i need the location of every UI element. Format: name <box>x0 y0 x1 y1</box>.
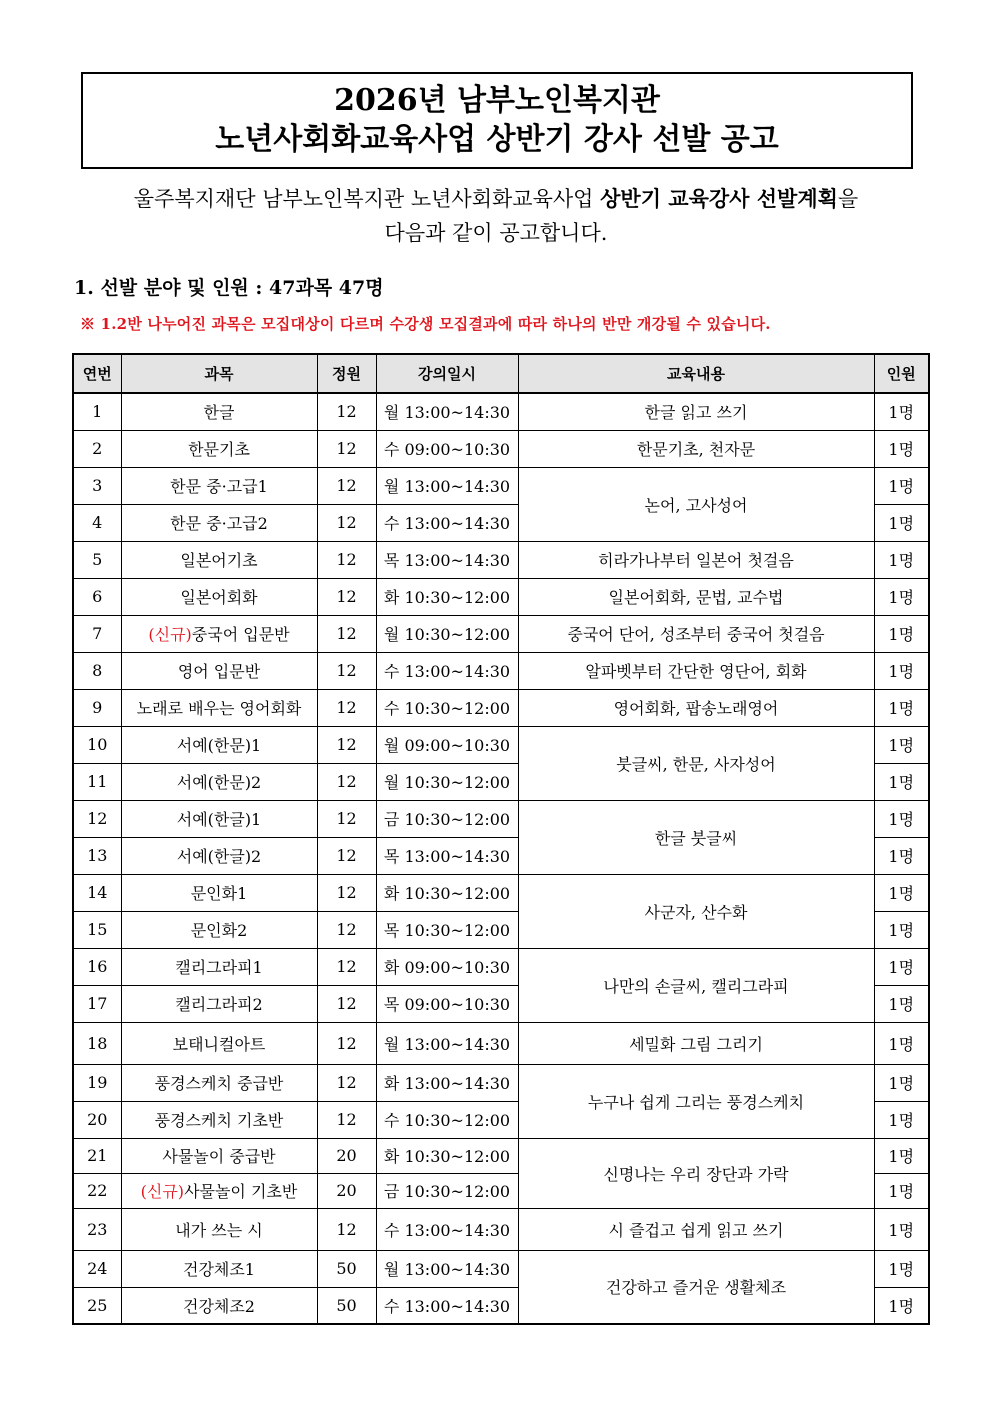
row-time: 목 13:00~14:30 <box>376 837 518 874</box>
table-row <box>73 689 929 726</box>
row-time: 수 10:30~12:00 <box>376 1101 518 1138</box>
row-time: 수 13:00~14:30 <box>376 652 518 689</box>
row-count: 1명 <box>874 948 929 985</box>
row-count: 1명 <box>874 837 929 874</box>
row-subject <box>121 985 317 1022</box>
row-content: 논어, 고사성어 <box>518 467 874 541</box>
row-count: 1명 <box>874 1208 929 1250</box>
table-row <box>73 726 929 763</box>
row-no: 1 <box>73 393 121 430</box>
header-count: 인원 <box>874 354 929 393</box>
row-subject <box>121 652 317 689</box>
row-time: 목 13:00~14:30 <box>376 541 518 578</box>
title-line1: 2026년 남부노인복지관 <box>334 83 660 118</box>
row-no: 20 <box>73 1101 121 1138</box>
row-capacity: 12 <box>317 800 376 837</box>
row-subject <box>121 1287 317 1324</box>
row-content: 한글 읽고 쓰기 <box>518 393 874 430</box>
title-box <box>81 72 913 169</box>
subject-name: 서예(한문)1 <box>176 736 262 755</box>
table-row <box>73 800 929 837</box>
row-time: 수 13:00~14:30 <box>376 1208 518 1250</box>
row-no: 10 <box>73 726 121 763</box>
row-capacity: 12 <box>317 911 376 948</box>
row-no: 23 <box>73 1208 121 1250</box>
row-no: 8 <box>73 652 121 689</box>
row-count: 1명 <box>874 504 929 541</box>
row-subject <box>121 430 317 467</box>
header-no: 연번 <box>73 354 121 393</box>
row-capacity: 12 <box>317 726 376 763</box>
row-time: 목 09:00~10:30 <box>376 985 518 1022</box>
subject-name: 한문기초 <box>188 440 250 459</box>
subject-name: 보태니컬아트 <box>172 1034 266 1054</box>
row-subject <box>121 1208 317 1250</box>
row-subject <box>121 1064 317 1101</box>
subject-name: 사물놀이 기초반 <box>184 1182 298 1201</box>
row-no: 7 <box>73 615 121 652</box>
intro-text <box>60 182 932 250</box>
row-count: 1명 <box>874 689 929 726</box>
table-row <box>73 430 929 467</box>
row-capacity: 12 <box>317 467 376 504</box>
subject-name: 내가 쓰는 시 <box>175 1220 263 1240</box>
row-count: 1명 <box>874 1173 929 1208</box>
row-content: 나만의 손글씨, 캘리그라피 <box>518 948 874 1022</box>
table-row <box>73 615 929 652</box>
table-row <box>73 948 929 985</box>
row-count: 1명 <box>874 763 929 800</box>
row-capacity: 12 <box>317 837 376 874</box>
row-no: 21 <box>73 1138 121 1173</box>
row-count: 1명 <box>874 800 929 837</box>
row-capacity: 50 <box>317 1250 376 1287</box>
row-subject <box>121 1250 317 1287</box>
row-no: 16 <box>73 948 121 985</box>
row-capacity: 12 <box>317 578 376 615</box>
row-subject <box>121 578 317 615</box>
row-content: 건강하고 즐거운 생활체조 <box>518 1250 874 1324</box>
header-content: 교육내용 <box>518 354 874 393</box>
subject-name: 풍경스케치 기초반 <box>154 1111 284 1130</box>
row-content: 알파벳부터 간단한 영단어, 회화 <box>518 652 874 689</box>
row-subject <box>121 1138 317 1173</box>
section-heading: 1. 선발 분야 및 인원 : 47과목 47명 <box>74 277 384 299</box>
row-count: 1명 <box>874 1138 929 1173</box>
header-capacity: 정원 <box>317 354 376 393</box>
row-subject <box>121 1101 317 1138</box>
row-time: 화 09:00~10:30 <box>376 948 518 985</box>
row-capacity: 12 <box>317 689 376 726</box>
subject-name: 캘리그라피1 <box>175 958 263 977</box>
notice-text: ※ 1.2반 나누어진 과목은 모집대상이 다르며 수강생 모집결과에 따라 하나의 반만 개강될 수 있습니다. <box>80 315 771 333</box>
header-subject: 과목 <box>121 354 317 393</box>
subject-name: 건강체조1 <box>182 1260 255 1279</box>
row-capacity: 12 <box>317 504 376 541</box>
row-time: 수 09:00~10:30 <box>376 430 518 467</box>
row-capacity: 12 <box>317 541 376 578</box>
row-time: 월 13:00~14:30 <box>376 467 518 504</box>
table-header-row <box>73 354 929 393</box>
row-content: 영어회화, 팝송노래영어 <box>518 689 874 726</box>
row-no: 2 <box>73 430 121 467</box>
table-row <box>73 393 929 430</box>
row-capacity: 12 <box>317 652 376 689</box>
row-no: 18 <box>73 1022 121 1064</box>
row-time: 월 13:00~14:30 <box>376 393 518 430</box>
table-row <box>73 467 929 504</box>
subject-name: 영어 입문반 <box>177 662 261 681</box>
row-count: 1명 <box>874 1064 929 1101</box>
intro-part2: 을 <box>837 187 859 211</box>
row-capacity: 12 <box>317 393 376 430</box>
row-subject <box>121 763 317 800</box>
row-no: 19 <box>73 1064 121 1101</box>
lecturer-table <box>72 353 930 1325</box>
row-capacity: 20 <box>317 1138 376 1173</box>
row-count: 1명 <box>874 726 929 763</box>
row-time: 월 13:00~14:30 <box>376 1250 518 1287</box>
row-count: 1명 <box>874 874 929 911</box>
row-capacity: 12 <box>317 948 376 985</box>
subject-name: 사물놀이 중급반 <box>162 1147 276 1166</box>
row-no: 3 <box>73 467 121 504</box>
subject-name: 문인화2 <box>190 921 248 940</box>
row-no: 12 <box>73 800 121 837</box>
subject-name: 일본어기초 <box>180 551 258 570</box>
table-row <box>73 874 929 911</box>
row-no: 25 <box>73 1287 121 1324</box>
subject-name: 서예(한문)2 <box>176 773 262 792</box>
row-no: 11 <box>73 763 121 800</box>
subject-name: 노래로 배우는 영어회화 <box>136 699 302 718</box>
intro-part1: 울주복지재단 남부노인복지관 노년사회화교육사업 <box>133 187 601 211</box>
row-content: 세밀화 그림 그리기 <box>518 1022 874 1064</box>
row-time: 화 10:30~12:00 <box>376 1138 518 1173</box>
row-subject <box>121 948 317 985</box>
row-count: 1명 <box>874 985 929 1022</box>
subject-name: 건강체조2 <box>182 1296 255 1316</box>
row-subject <box>121 689 317 726</box>
row-time: 수 13:00~14:30 <box>376 1287 518 1324</box>
subject-name: 서예(한글)2 <box>176 847 262 866</box>
row-content: 시 즐겁고 쉽게 읽고 쓰기 <box>518 1208 874 1250</box>
subject-name: 중국어 입문반 <box>191 625 290 644</box>
row-subject <box>121 837 317 874</box>
row-time: 금 10:30~12:00 <box>376 1173 518 1208</box>
row-subject <box>121 874 317 911</box>
row-subject <box>121 800 317 837</box>
table-row <box>73 1208 929 1250</box>
row-content: 붓글씨, 한문, 사자성어 <box>518 726 874 800</box>
row-count: 1명 <box>874 911 929 948</box>
row-time: 화 10:30~12:00 <box>376 578 518 615</box>
header-time: 강의일시 <box>376 354 518 393</box>
subject-name: 한문 중·고급1 <box>170 477 268 496</box>
table-row <box>73 1064 929 1101</box>
row-content: 중국어 단어, 성조부터 중국어 첫걸음 <box>518 615 874 652</box>
row-subject <box>121 1173 317 1208</box>
new-tag: (신규) <box>148 625 192 644</box>
row-count: 1명 <box>874 1287 929 1324</box>
row-time: 화 10:30~12:00 <box>376 874 518 911</box>
row-content: 한문기초, 천자문 <box>518 430 874 467</box>
row-count: 1명 <box>874 467 929 504</box>
row-time: 수 10:30~12:00 <box>376 689 518 726</box>
row-no: 5 <box>73 541 121 578</box>
row-content: 사군자, 산수화 <box>518 874 874 948</box>
table-row <box>73 541 929 578</box>
row-time: 화 13:00~14:30 <box>376 1064 518 1101</box>
row-capacity: 12 <box>317 430 376 467</box>
row-count: 1명 <box>874 393 929 430</box>
new-tag: (신규) <box>140 1182 185 1201</box>
row-no: 14 <box>73 874 121 911</box>
table-row <box>73 1250 929 1287</box>
row-subject <box>121 504 317 541</box>
row-time: 월 10:30~12:00 <box>376 615 518 652</box>
subject-name: 일본어회화 <box>180 588 258 607</box>
row-no: 13 <box>73 837 121 874</box>
row-no: 24 <box>73 1250 121 1287</box>
row-capacity: 12 <box>317 615 376 652</box>
row-capacity: 12 <box>317 1208 376 1250</box>
row-count: 1명 <box>874 1022 929 1064</box>
row-subject <box>121 541 317 578</box>
row-capacity: 12 <box>317 874 376 911</box>
row-no: 17 <box>73 985 121 1022</box>
row-subject <box>121 615 317 652</box>
row-capacity: 12 <box>317 763 376 800</box>
row-count: 1명 <box>874 652 929 689</box>
row-capacity: 12 <box>317 1101 376 1138</box>
row-count: 1명 <box>874 1250 929 1287</box>
row-content: 히라가나부터 일본어 첫걸음 <box>518 541 874 578</box>
row-subject <box>121 911 317 948</box>
row-content: 누구나 쉽게 그리는 풍경스케치 <box>518 1064 874 1138</box>
row-subject <box>121 393 317 430</box>
row-capacity: 20 <box>317 1173 376 1208</box>
row-time: 목 10:30~12:00 <box>376 911 518 948</box>
row-count: 1명 <box>874 615 929 652</box>
row-no: 9 <box>73 689 121 726</box>
row-count: 1명 <box>874 578 929 615</box>
row-time: 월 09:00~10:30 <box>376 726 518 763</box>
row-no: 6 <box>73 578 121 615</box>
row-no: 22 <box>73 1173 121 1208</box>
row-content: 신명나는 우리 장단과 가락 <box>518 1138 874 1208</box>
row-capacity: 12 <box>317 985 376 1022</box>
row-capacity: 50 <box>317 1287 376 1324</box>
row-time: 금 10:30~12:00 <box>376 800 518 837</box>
row-time: 월 13:00~14:30 <box>376 1022 518 1064</box>
subject-name: 풍경스케치 중급반 <box>154 1074 284 1093</box>
row-capacity: 12 <box>317 1022 376 1064</box>
subject-name: 문인화1 <box>190 884 248 903</box>
row-subject <box>121 467 317 504</box>
intro-line2: 다음과 같이 공고합니다. <box>384 221 608 245</box>
row-time: 수 13:00~14:30 <box>376 504 518 541</box>
subject-name: 한글 <box>203 403 235 423</box>
table-row <box>73 1138 929 1173</box>
row-time: 월 10:30~12:00 <box>376 763 518 800</box>
row-subject <box>121 726 317 763</box>
table-row <box>73 1022 929 1064</box>
subject-name: 캘리그라피2 <box>175 995 263 1014</box>
row-count: 1명 <box>874 541 929 578</box>
row-subject <box>121 1022 317 1064</box>
row-content: 한글 붓글씨 <box>518 800 874 874</box>
row-capacity: 12 <box>317 1064 376 1101</box>
table-row <box>73 578 929 615</box>
row-count: 1명 <box>874 1101 929 1138</box>
subject-name: 서예(한글)1 <box>176 810 262 829</box>
table-row <box>73 652 929 689</box>
row-count: 1명 <box>874 430 929 467</box>
intro-bold: 상반기 교육강사 선발계획 <box>600 186 838 211</box>
subject-name: 한문 중·고급2 <box>170 514 268 533</box>
row-no: 4 <box>73 504 121 541</box>
row-no: 15 <box>73 911 121 948</box>
row-content: 일본어회화, 문법, 교수법 <box>518 578 874 615</box>
title-line2: 노년사회화교육사업 상반기 강사 선발 공고 <box>215 122 779 157</box>
